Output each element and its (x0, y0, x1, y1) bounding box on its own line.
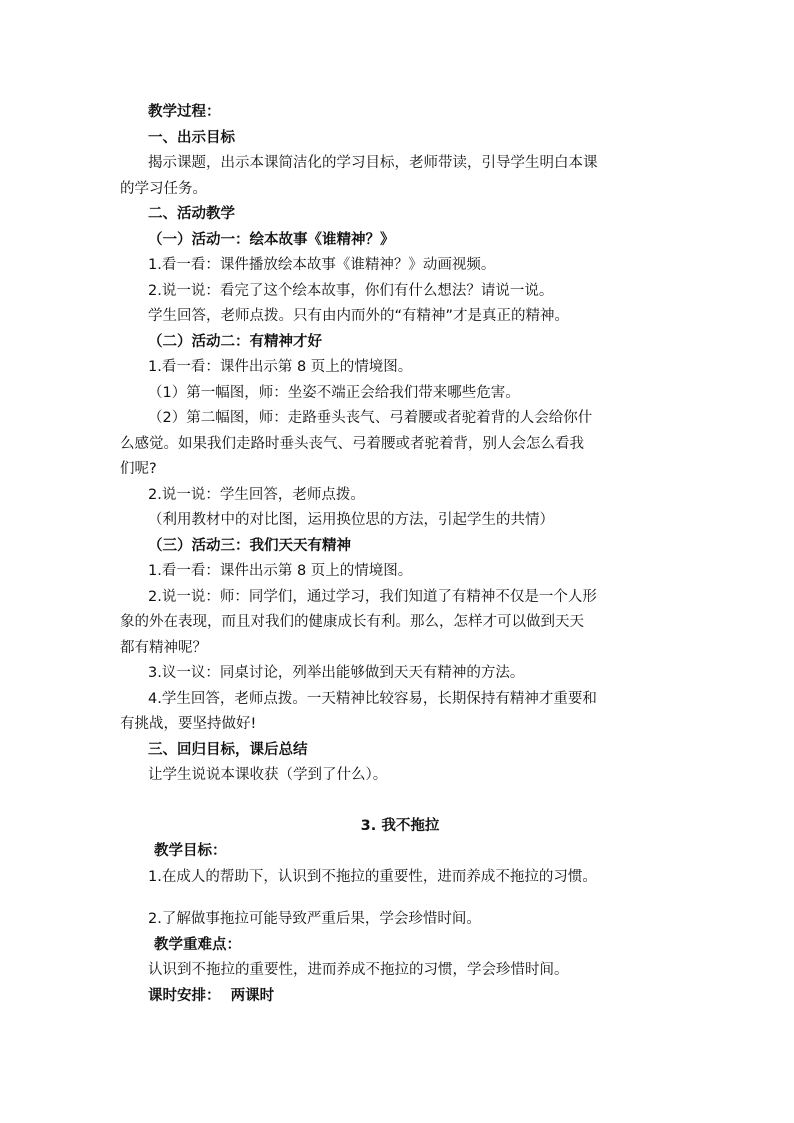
activity-1-line-2: 2.说一说：看完了这个绘本故事，你们有什么想法？请说一说。 (148, 282, 554, 299)
activity-2-line-4: 2.说一说：学生回答，老师点拨。 (148, 486, 365, 503)
activity-3-heading: （三）活动三：我们天天有精神 (148, 537, 351, 554)
activity-3-line-1: 1.看一看：课件出示第 8 页上的情境图。 (148, 563, 413, 579)
activity-2-line-2: （1）第一幅图，师：坐姿不端正会给我们带来哪些危害。 (148, 384, 520, 401)
section-1-heading: 一、出示目标 (148, 129, 235, 146)
activity-3-line-2c: 都有精神呢？ (120, 639, 207, 656)
activity-2-line-3b: 么感觉。如果我们走路时垂头丧气、弓着腰或者驼着背，别人会怎么看我 (120, 435, 584, 452)
process-heading: 教学过程： (148, 104, 221, 120)
activity-1-line-1: 1.看一看：课件播放绘本故事《谁精神？》动画视频。 (148, 257, 496, 273)
section-3-line-1: 让学生说说本课收获（学到了什么）。 (148, 767, 388, 783)
section-3-heading: 三、回归目标，课后总结 (148, 741, 308, 758)
spacer (120, 890, 680, 907)
activity-3-line-4a: 4.学生回答，老师点拨。一天精神比较容易，长期保持有精神才重要和 (148, 690, 597, 707)
spacer (120, 789, 680, 814)
activity-2-line-3a: （2）第二幅图，师：走路垂头丧气、弓着腰或者驼着背的人会给你什 (148, 410, 593, 426)
section-1-paragraph-line-2: 的学习任务。 (120, 180, 207, 197)
activity-3-line-2b: 象的外在表现，而且对我们的健康成长有利。那么，怎样才可以做到天天 (120, 614, 584, 630)
activity-1-heading: （一）活动一：绘本故事《谁精神？》 (148, 231, 395, 248)
activity-1-line-3: 学生回答，老师点拨。只有由内而外的“有精神”才是真正的精神。 (148, 308, 570, 324)
goal-2: 2.了解做事拖拉可能导致严重后果，学会珍惜时间。 (148, 911, 481, 927)
activity-3-line-4b: 有挑战，要坚持做好! (120, 716, 257, 732)
activity-2-line-5: （利用教材中的对比图，运用换位思的方法，引起学生的共情） (148, 512, 554, 528)
activity-2-heading: （二）活动二：有精神才好 (148, 333, 322, 350)
activity-3-line-2a: 2.说一说：师：同学们，通过学习，我们知道了有精神不仅是一个人形 (148, 588, 597, 605)
lesson-title: 3. 我不拖拉 (360, 817, 440, 834)
activity-3-line-3: 3.议一议：同桌讨论，列举出能够做到天天有精神的方法。 (148, 665, 525, 681)
section-2-heading: 二、活动教学 (148, 206, 235, 222)
section-1-paragraph-line-1: 揭示课题，出示本课简洁化的学习目标，老师带读，引导学生明白本课 (148, 155, 598, 171)
schedule: 课时安排： 两课时 (148, 987, 275, 1004)
document-body (120, 100, 680, 1009)
key-points-line-1: 认识到不拖拉的重要性，进而养成不拖拉的习惯，学会珍惜时间。 (148, 962, 569, 978)
activity-2-line-3c: 们呢? (120, 461, 157, 477)
goals-heading: 教学目标： (154, 843, 227, 859)
goal-1: 1.在成人的帮助下，认识到不拖拉的重要性，进而养成不拖拉的习惯。 (148, 868, 597, 885)
activity-2-line-1: 1.看一看：课件出示第 8 页上的情境图。 (148, 359, 413, 375)
key-points-heading: 教学重难点： (154, 936, 241, 953)
